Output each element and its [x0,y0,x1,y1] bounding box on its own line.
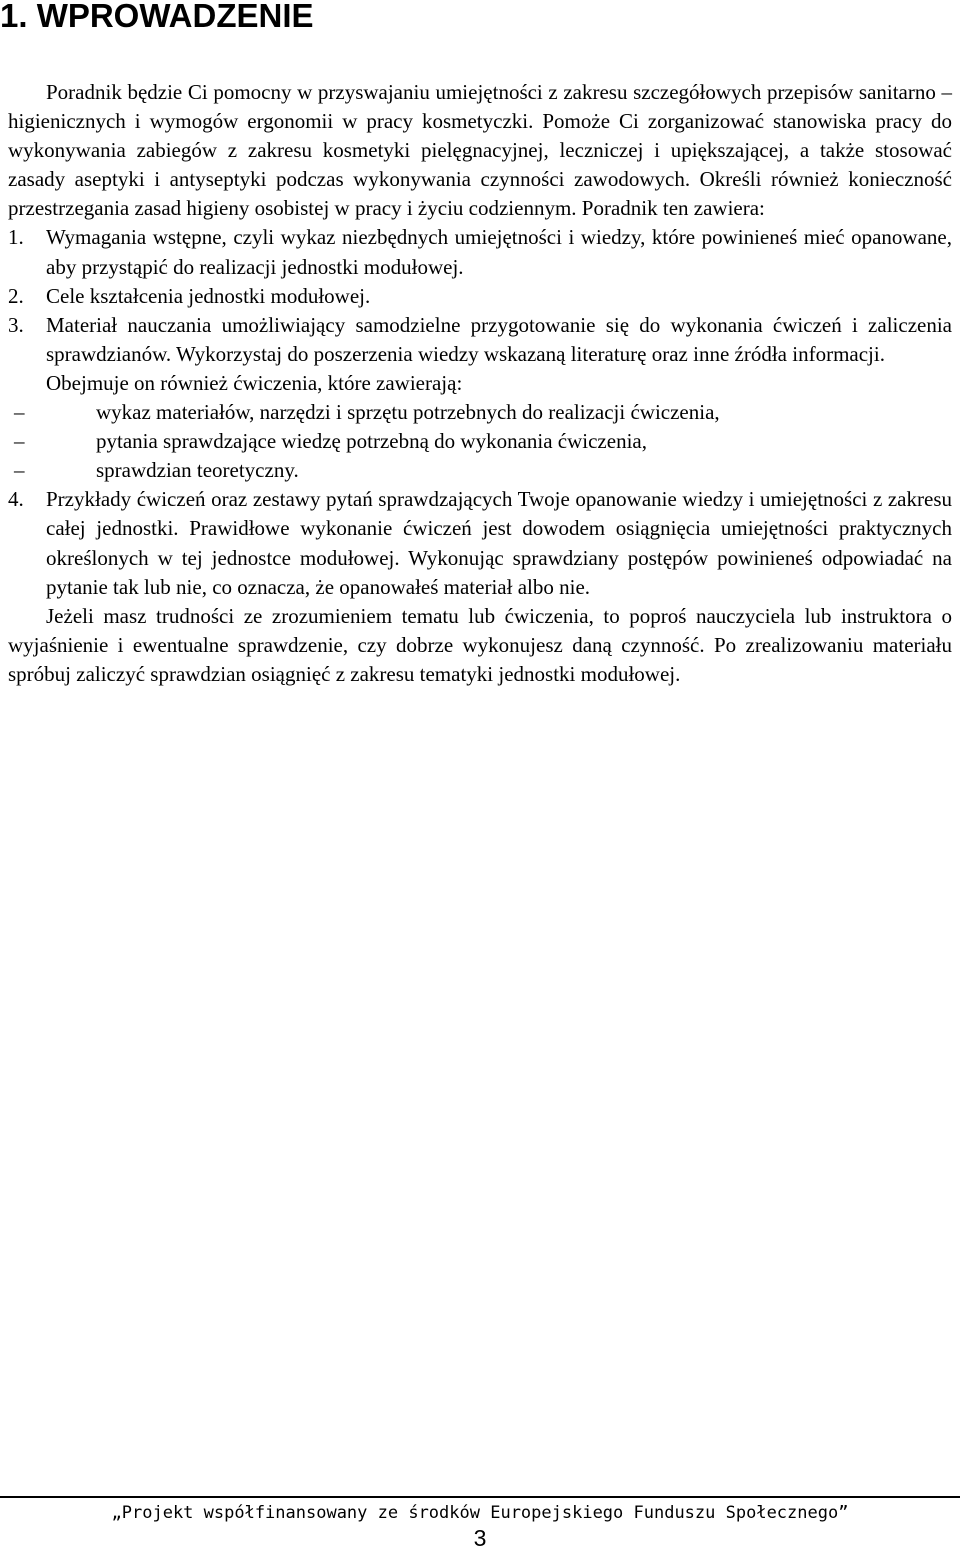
page-number: 3 [473,1525,487,1551]
list-item-text: Przykłady ćwiczeń oraz zestawy pytań sprawdzających Twoje opanowanie wiedzy i umiejętności z zakresu całej jednostki. Prawidłowe wykonanie ćwiczeń jest dowodem osiągnięcia umiejętności praktycznych określonych w tej jednostce modułowej. Wykonując sprawdziany postępów powinieneś odpowiadać na pytanie tak lub nie, co oznacza, że opanowałeś materiał albo nie. [46,487,952,599]
list-item-text: Materiał nauczania umożliwiający samodzielne przygotowanie się do wykonania ćwiczeń i zaliczenia sprawdzianów. Wykorzystaj do poszerzenia wiedzy wskazaną literaturę oraz inne źródła informacji. [46,312,952,366]
list-item-3 [8,311,952,369]
list-item-number: 1. [8,225,24,250]
dash-item-text: sprawdzian teoretyczny. [96,458,299,483]
footer-divider [0,1496,960,1498]
list-item-text: Wymagania wstępne, czyli wykaz niezbędnych umiejętności i wiedzy, które powinieneś mieć opanowane, aby przystąpić do realizacji jednostki modułowej. [46,225,952,279]
intro-paragraph: Poradnik będzie Ci pomocny w przyswajaniu umiejętności z zakresu szczegółowych przepisów sanitarno – higienicznych i wymogów ergonomii w pracy kosmetyczki. Pomoże Ci zorganizować stanowiska pracy do wykonywania zabiegów z zakresu kosmetyki pielęgnacyjnej, leczniczej i upiększającej, a także stosować zasady aseptyki i antyseptyki podczas wykonywania czynności zawodowych. Określi również konieczność przestrzegania zasad higieny osobistej w pracy i życiu codziennym. Poradnik ten zawiera: [8,80,952,221]
page-heading: 1. WPROWADZENIE [0,0,314,34]
list-item-number: 3. [8,312,24,337]
list-item-text: Cele kształcenia jednostki modułowej. [46,283,371,308]
dash-list-item [8,398,952,427]
document-body [8,78,952,689]
closing-paragraph: Jeżeli masz trudności ze zrozumieniem tematu lub ćwiczenia, to poproś nauczyciela lub instruktora o wyjaśnienie i ewentualne sprawdzenie, czy dobrze wykonujesz daną czynność. Po zrealizowaniu materiału spróbuj zaliczyć sprawdzian osiągnięć z zakresu tematyki jednostki modułowej. [8,603,952,686]
dash-item-text: wykaz materiałów, narzędzi i sprzętu potrzebnych do realizacji ćwiczenia, [96,400,720,425]
footer-note: „Projekt współfinansowany ze środków Europejskiego Funduszu Społecznego” [111,1503,849,1523]
exercise-contents-list [8,398,952,485]
dash-list-item [8,456,952,485]
dash-bullet-icon: – [14,400,25,425]
dash-bullet-icon: – [14,458,25,483]
list-item-2 [8,282,952,311]
list-item-1 [8,223,952,281]
list-item-4 [8,485,952,601]
dash-list-item [8,427,952,456]
exercises-intro: Obejmuje on również ćwiczenia, które zawierają: [46,370,463,395]
list-item-number: 2. [8,283,24,308]
dash-item-text: pytania sprawdzające wiedzę potrzebną do wykonania ćwiczenia, [96,429,647,454]
list-item-number: 4. [8,487,24,512]
dash-bullet-icon: – [14,429,25,454]
